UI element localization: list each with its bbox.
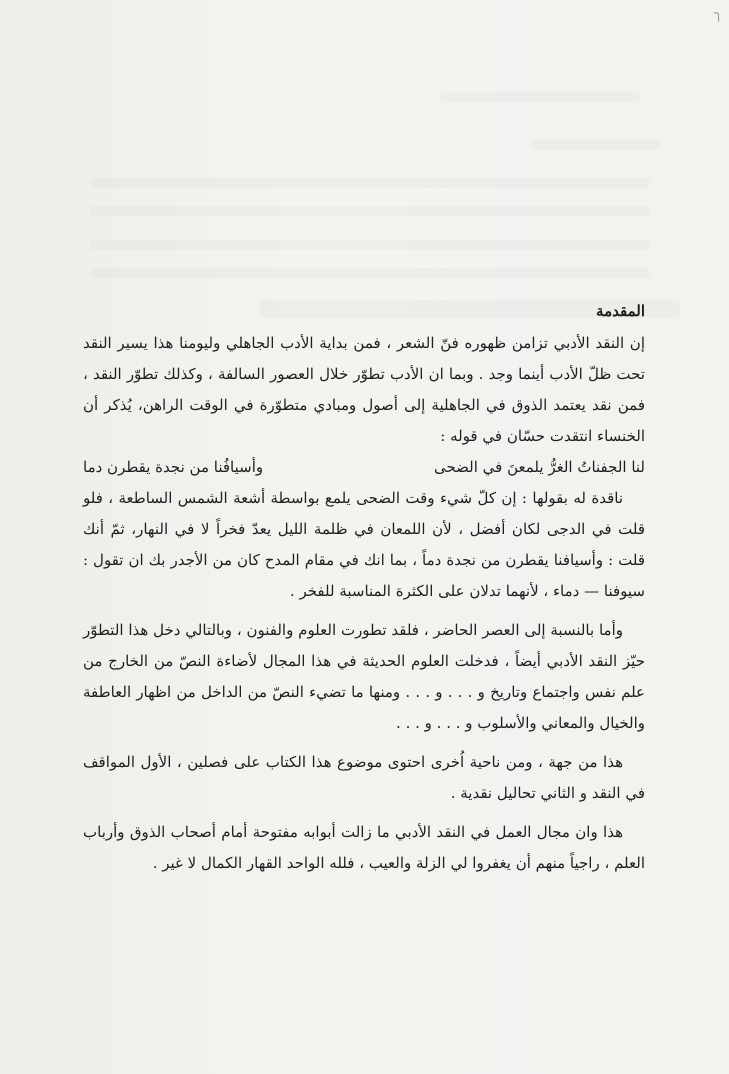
paragraph-gap [83, 607, 645, 615]
bleed-through-mark [90, 268, 650, 278]
paragraph-book-structure: هذا من جهة ، ومن ناحية اُخرى احتوى موضوع هذا الكتاب على فصلين ، الأول المواقف في النقد و الثاني تحاليل نقدية . [83, 753, 645, 802]
bleed-through-mark [440, 92, 640, 102]
page-text [83, 296, 645, 879]
section-heading: المقدمة [596, 302, 645, 320]
paragraph-gap [83, 739, 645, 747]
paragraph-gap [83, 809, 645, 817]
bleed-through-mark [530, 140, 660, 150]
verse-second-hemistich: وأسيافُنا من نجدة يقطرن دما [83, 458, 264, 476]
paragraph-critique: ناقدة له بقولها : إن كلّ شيء وقت الضحى يلمع بواسطة أشعة الشمس الساطعة ، فلو قلت في الدجى لكان أفضل ، لأن اللمعان في ظلمة الليل يعدّ فخراً لا في النهار، ثمّ أنك قلت : وأسيافنا يقطرن من نجدة دماً ، بما انك في مقام المدح كان من الأجدر بك ان تقول : سيوفنا — دماء ، لأنهما تدلان على الكثرة المناسبة للفخر . [83, 489, 645, 600]
bleed-through-mark [90, 178, 650, 188]
poetry-verse [83, 452, 645, 483]
paragraph-modern-era: وأما بالنسبة إلى العصر الحاضر ، فلقد تطورت العلوم والفنون ، وبالتالي دخل هذا التطوّر حيّز النقد الأدبي أيضاً ، فدخلت العلوم الحديثة في هذا المجال لأضاءة النصّ من الخارج من علم نفس واجتماع وتاريخ و . . . و . . . ومنها ما تضيء النصّ من الداخل من اظهار العاطفة والخيال والمعاني والأسلوب و . . . و . . . [83, 621, 645, 732]
verse-first-hemistich: لنا الجفناتُ الغرُّ يلمعنَ في الضحى [433, 458, 645, 476]
bleed-through-mark [90, 206, 650, 216]
corner-pencil-mark: ╮ [713, 4, 723, 22]
paragraph-intro: إن النقد الأدبي تزامن ظهوره فنّ الشعر ، فمن بداية الأدب الجاهلي وليومنا هذا يسير النقد تحت ظلّ الأدب أينما وجد . وبما ان الأدب تطوّر خلال العصور السالفة ، وكذلك تطوّر النقد ، فمن نقد يعتمد الذوق في الجاهلية إلى أصول ومبادي متطوّرة في الوقت الراهن، يُذكر أن الخنساء انتقدت حسّان في قوله : [83, 334, 645, 445]
bleed-through-mark [90, 240, 650, 250]
paragraph-closing: هذا وان مجال العمل في النقد الأدبي ما زالت أبوابه مفتوحة أمام أصحاب الذوق وأرباب العلم ، راجياً منهم أن يغفروا لي الزلة والعيب ، فلله الواحد القهار الكمال لا غير . [83, 823, 645, 872]
